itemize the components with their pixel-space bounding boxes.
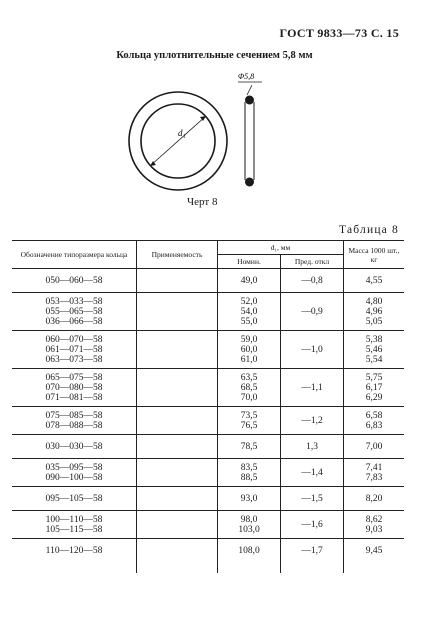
d1-deviation-value: —1,5 — [301, 493, 323, 504]
application-cell — [137, 407, 218, 435]
mass-value: 6,83 — [365, 420, 383, 431]
table-row — [12, 331, 404, 369]
mass-cell — [344, 511, 405, 539]
d1-nominal-cell — [218, 435, 281, 459]
designation-value: 071—081—58 — [45, 392, 103, 403]
d1-nominal-cell — [218, 331, 281, 369]
d1-deviation-value: —1,1 — [301, 382, 323, 393]
d1-nominal-cell — [218, 459, 281, 487]
designation-cell — [12, 487, 137, 511]
table-row — [12, 511, 404, 539]
mass-cell — [344, 487, 405, 511]
mass-value: 5,38 — [365, 334, 383, 345]
table-row — [12, 369, 404, 407]
o-ring-drawing — [0, 62, 429, 196]
d1-nominal-value: 73,5 — [240, 410, 258, 421]
designation-value: 030—030—58 — [45, 441, 103, 452]
d1-deviation-value: —1,7 — [301, 545, 323, 556]
mass-value: 7,00 — [365, 441, 383, 452]
mass-value: 6,29 — [365, 392, 383, 403]
table-row — [12, 459, 404, 487]
d1-nominal-value: 59,0 — [240, 334, 258, 345]
mass-value: 4,80 — [365, 296, 383, 307]
designation-cell — [12, 293, 137, 331]
mass-cell — [344, 459, 405, 487]
designation-cell — [12, 459, 137, 487]
mass-cell — [344, 269, 405, 293]
d1-deviation-value: —1,2 — [301, 415, 323, 426]
section-diameter-label: Φ5,8 — [238, 72, 255, 81]
table-bottom-spacer — [12, 563, 404, 573]
d1-nominal-cell — [218, 511, 281, 539]
d1-nominal-cell — [218, 269, 281, 293]
d1-nominal-value: 61,0 — [240, 354, 258, 365]
d1-nominal-value: 76,5 — [240, 420, 258, 431]
d1-nominal-value: 52,0 — [240, 296, 258, 307]
spacer-cell — [12, 563, 137, 573]
d1-nominal-cell — [218, 293, 281, 331]
application-cell — [137, 459, 218, 487]
table-row — [12, 269, 404, 293]
spacer-cell — [218, 563, 281, 573]
designation-cell — [12, 269, 137, 293]
designation-value: 065—075—58 — [45, 372, 103, 383]
application-cell — [137, 331, 218, 369]
o-ring-table — [12, 240, 404, 573]
designation-cell — [12, 435, 137, 459]
section-circle-top — [245, 96, 254, 105]
designation-value: 050—060—58 — [45, 275, 103, 286]
header-application: Применяемость — [137, 241, 218, 269]
d1-deviation-value: —0,9 — [301, 306, 323, 317]
designation-value: 060—070—58 — [45, 334, 103, 345]
mass-cell — [344, 293, 405, 331]
d1-deviation-cell — [281, 331, 344, 369]
d1-nominal-value: 83,5 — [240, 462, 258, 473]
d1-deviation-cell — [281, 539, 344, 563]
d1-nominal-value: 55,0 — [240, 316, 258, 327]
spacer-cell — [344, 563, 405, 573]
mass-value: 9,03 — [365, 524, 383, 535]
d1-nominal-value: 70,0 — [240, 392, 258, 403]
application-cell — [137, 369, 218, 407]
section-title: Кольца уплотнительные сечением 5,8 мм — [116, 50, 313, 61]
d1-nominal-value: 98,0 — [240, 514, 258, 525]
designation-cell — [12, 331, 137, 369]
header-mass: Масса 1000 шт., кг — [344, 241, 405, 269]
header-nominal: Номин. — [218, 255, 281, 269]
mass-cell — [344, 369, 405, 407]
header-designation: Обозначение типоразмера кольца — [12, 241, 137, 269]
spacer-cell — [281, 563, 344, 573]
mass-value: 7,83 — [365, 472, 383, 483]
application-cell — [137, 293, 218, 331]
designation-value: 055—065—58 — [45, 306, 103, 317]
section-circle-bottom — [245, 178, 254, 187]
application-cell — [137, 511, 218, 539]
table-label: Таблица 8 — [339, 224, 399, 236]
mass-value: 5,75 — [365, 372, 383, 383]
d1-deviation-cell — [281, 269, 344, 293]
designation-cell — [12, 407, 137, 435]
d1-nominal-value: 63,5 — [240, 372, 258, 383]
table-row — [12, 435, 404, 459]
d1-nominal-cell — [218, 487, 281, 511]
page-header: ГОСТ 9833—73 С. 15 — [279, 26, 399, 40]
d1-nominal-value: 49,0 — [240, 275, 258, 286]
designation-value: 100—110—58 — [45, 514, 103, 525]
designation-cell — [12, 369, 137, 407]
d1-deviation-value: 1,3 — [306, 441, 318, 452]
table-row — [12, 539, 404, 563]
d1-deviation-value: —0,8 — [301, 275, 323, 286]
designation-value: 075—085—58 — [45, 410, 103, 421]
d1-deviation-value: —1,0 — [301, 344, 323, 355]
d1-deviation-cell — [281, 459, 344, 487]
mass-value: 5,05 — [365, 316, 383, 327]
spacer-cell — [137, 563, 218, 573]
d1-nominal-value: 60,0 — [240, 344, 258, 355]
d1-nominal-value: 78,5 — [240, 441, 258, 452]
d1-nominal-cell — [218, 369, 281, 407]
application-cell — [137, 269, 218, 293]
d1-nominal-value: 54,0 — [240, 306, 258, 317]
table-row — [12, 487, 404, 511]
header-deviation: Пред. откл — [281, 255, 344, 269]
designation-value: 063—073—58 — [45, 354, 103, 365]
figure-caption: Черт 8 — [187, 196, 218, 208]
d1-nominal-cell — [218, 407, 281, 435]
designation-value: 095—105—58 — [45, 493, 103, 504]
d1-deviation-value: —1,4 — [301, 467, 323, 478]
application-cell — [137, 487, 218, 511]
d1-nominal-value: 108,0 — [238, 545, 260, 556]
table-row — [12, 293, 404, 331]
d1-deviation-cell — [281, 435, 344, 459]
d1-nominal-value: 93,0 — [240, 493, 258, 504]
d1-nominal-value: 103,0 — [238, 524, 260, 535]
d1-deviation-cell — [281, 369, 344, 407]
application-cell — [137, 539, 218, 563]
designation-value: 070—080—58 — [45, 382, 103, 393]
table-row — [12, 407, 404, 435]
d1-deviation-value: —1,6 — [301, 519, 323, 530]
mass-value: 4,96 — [365, 306, 383, 317]
mass-value: 9,45 — [365, 545, 383, 556]
designation-value: 090—100—58 — [45, 472, 103, 483]
designation-value: 036—066—58 — [45, 316, 103, 327]
mass-value: 5,46 — [365, 344, 383, 355]
mass-value: 8,62 — [365, 514, 383, 525]
designation-cell — [12, 511, 137, 539]
designation-cell — [12, 539, 137, 563]
mass-value: 4,55 — [365, 275, 383, 286]
designation-value: 078—088—58 — [45, 420, 103, 431]
application-cell — [137, 435, 218, 459]
mass-cell — [344, 435, 405, 459]
mass-value: 6,17 — [365, 382, 383, 393]
designation-value: 105—115—58 — [45, 524, 103, 535]
designation-value: 035—095—58 — [45, 462, 103, 473]
designation-value: 061—071—58 — [45, 344, 103, 355]
mass-cell — [344, 539, 405, 563]
mass-cell — [344, 331, 405, 369]
d1-nominal-value: 88,5 — [240, 472, 258, 483]
d1-nominal-cell — [218, 539, 281, 563]
d1-deviation-cell — [281, 407, 344, 435]
d1-deviation-cell — [281, 487, 344, 511]
d1-nominal-value: 68,5 — [240, 382, 258, 393]
d1-dimension-line — [150, 116, 206, 166]
d1-deviation-cell — [281, 511, 344, 539]
mass-value: 8,20 — [365, 493, 383, 504]
mass-value: 6,58 — [365, 410, 383, 421]
designation-value: 110—120—58 — [45, 545, 103, 556]
section-leader-line — [247, 85, 252, 95]
mass-cell — [344, 407, 405, 435]
d1-label: d₁ — [178, 128, 186, 138]
mass-value: 7,41 — [365, 462, 383, 473]
d1-deviation-cell — [281, 293, 344, 331]
mass-value: 5,54 — [365, 354, 383, 365]
designation-value: 053—033—58 — [45, 296, 103, 307]
table-body — [12, 269, 404, 573]
header-d1: d₁, мм — [218, 241, 344, 255]
